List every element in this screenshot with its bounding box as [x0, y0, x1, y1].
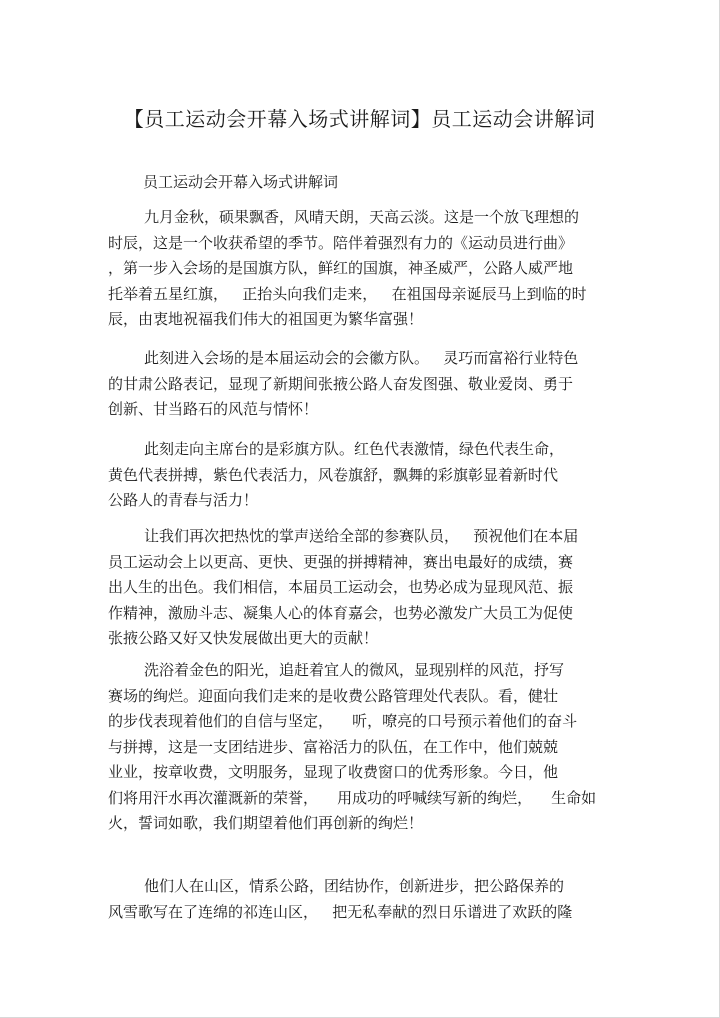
paragraph-line: 员工运动会上以更高、更快、更强的拼搏精神，赛出电最好的成绩，赛	[108, 552, 574, 571]
paragraph-line: ，第一步入会场的是国旗方队，鲜红的国旗，神圣威严，公路人威严地	[108, 259, 574, 277]
paragraph-line: 此刻走向主席台的是彩旗方队。红色代表激情，绿色代表生命，	[144, 440, 565, 458]
paragraph-line: 让我们再次把热忱的掌声送给全部的参赛队员， 预祝他们在本届	[144, 527, 579, 545]
paragraph-4	[108, 524, 608, 652]
paragraph-line: 九月金秋，硕果飘香，风晴天朗，天高云淡。这是一个放飞理想的	[144, 208, 580, 226]
paragraph-line: 此刻进入会场的是本届运动会的会徽方队。 灵巧而富裕行业特色	[144, 349, 579, 367]
paragraph-line: 的步伐表现着他们的自信与坚定， 听，嘹亮的口号预示着他们的奋斗	[108, 712, 578, 730]
paragraph-3	[108, 437, 608, 514]
paragraph-line: 风雪歌写在了连绵的祁连山区， 把无私奉献的烈日乐谱进了欢跃的隆	[108, 902, 573, 921]
paragraph-line: 赛场的绚烂。迎面向我们走来的是收费公路管理处代表队。看，健壮	[108, 686, 559, 705]
paragraph-line: 辰，由衷地祝福我们伟大的祖国更为繁华富强！	[108, 310, 424, 328]
paragraph-line: 与拼搏，这是一支团结进步、富裕活力的队伍，在工作中，他们兢兢	[108, 737, 559, 756]
paragraph-line: 黄色代表拼搏，紫色代表活力，风卷旗舒，飘舞的彩旗彰显着新时代	[108, 465, 559, 484]
paragraph-line: 创新、甘当路石的风范与情怀！	[108, 400, 319, 418]
paragraph-line: 业业，按章收费，文明服务，显现了收费窗口的优秀形象。今日，他	[108, 763, 559, 781]
paragraph-1	[108, 205, 608, 333]
paragraph-6	[108, 874, 608, 925]
paragraph-line: 作精神，激励斗志、凝集人心的体育嘉会，也势必激发广大员工为促使	[108, 603, 574, 622]
paragraph-line: 火，誓词如歌，我们期望着他们再创新的绚烂！	[108, 814, 424, 832]
paragraph-line: 他们人在山区，情系公路，团结协作，创新进步，把公路保养的	[144, 877, 565, 895]
paragraph-line: 公路人的青春与活力！	[108, 491, 259, 509]
paragraph-line: 们将用汗水再次灌溉新的荣誉， 用成功的呼喊续写新的绚烂， 生命如	[108, 788, 597, 807]
document-subtitle: 员工运动会开幕入场式讲解词	[143, 173, 339, 191]
paragraph-line: 时辰，这是一个收获希望的季节。陪伴着强烈有力的《运动员进行曲》	[108, 233, 574, 252]
paragraph-5	[108, 658, 608, 837]
paragraph-line: 托举着五星红旗， 正抬头向我们走来， 在祖国母亲诞辰马上到临的时	[108, 284, 587, 303]
document-title: 【员工运动会开幕入场式讲解词】员工运动会讲解词	[123, 107, 596, 131]
paragraph-line: 张掖公路又好又快发展做出更大的贡献！	[108, 629, 379, 647]
paragraph-2	[108, 346, 608, 423]
paragraph-line: 出人生的出色。我们相信，本届员工运动会，也势必成为显现风范、振	[108, 578, 574, 596]
paragraph-line: 洗浴着金色的阳光，追赶着宜人的微风，显现别样的风范，抒写	[144, 661, 565, 679]
paragraph-line: 的甘肃公路表记，显现了新期间张掖公路人奋发图强、敬业爱岗、勇于	[108, 374, 574, 393]
